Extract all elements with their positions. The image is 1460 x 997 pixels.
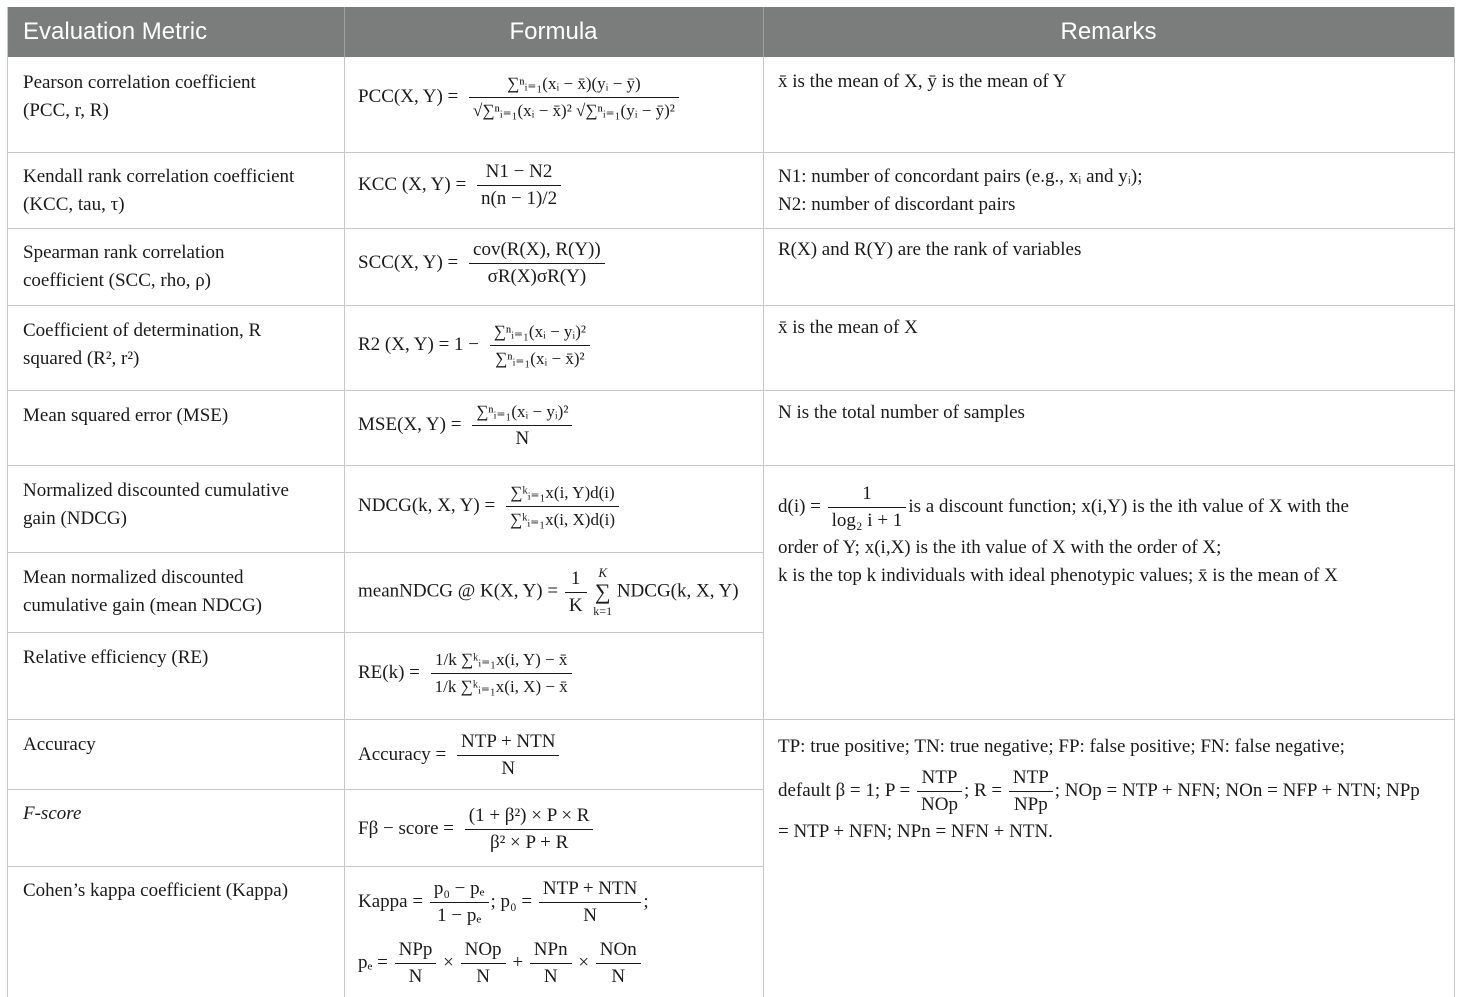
table-row bbox=[23, 69, 333, 125]
formula-fraction bbox=[431, 647, 572, 700]
header-divider bbox=[344, 7, 345, 57]
remark-kcc bbox=[778, 163, 1142, 219]
formula-denominator: β² × P + R bbox=[465, 829, 594, 856]
table-row bbox=[23, 477, 333, 533]
formula-accuracy bbox=[358, 729, 565, 782]
formula-denominator: √∑ⁿᵢ₌₁(xᵢ − x̄)² √∑ⁿᵢ₌₁(yᵢ − ȳ)² bbox=[469, 97, 679, 124]
remark-text: is a discount function; x(i,Y) is the ith value of X with the bbox=[908, 495, 1349, 517]
metric-abbrev: squared (R², r²) bbox=[23, 348, 140, 369]
metric-abbrev: cumulative gain (mean NDCG) bbox=[23, 595, 263, 616]
row-divider bbox=[8, 390, 1454, 391]
formula-kappa-line2 bbox=[358, 937, 643, 990]
formula-r2 bbox=[358, 319, 596, 372]
formula-denominator: N bbox=[472, 425, 572, 452]
formula-fraction bbox=[530, 937, 572, 990]
metric-name: Mean squared error (MSE) bbox=[23, 405, 229, 426]
formula-numerator: NTP + NTN bbox=[461, 731, 556, 752]
remark-denominator: log₂ i + 1 bbox=[828, 507, 907, 534]
remark-fraction bbox=[917, 765, 962, 818]
formula-fraction bbox=[596, 937, 641, 990]
remark-text: d(i) = bbox=[778, 495, 821, 517]
formula-lhs: R2 (X, Y) = 1 − bbox=[358, 333, 479, 355]
formula-fraction bbox=[565, 566, 587, 619]
formula-fraction bbox=[539, 876, 641, 929]
remark-scc: R(X) and R(Y) are the rank of variables bbox=[778, 239, 1082, 260]
formula-numerator: N1 − N2 bbox=[485, 161, 553, 182]
formula-denominator: 1 − pₑ bbox=[430, 902, 489, 929]
row-divider bbox=[8, 632, 763, 633]
metric-name: Coefficient of determination, R bbox=[23, 320, 262, 341]
formula-denominator: N bbox=[530, 963, 572, 990]
metric-abbrev: (PCC, r, R) bbox=[23, 100, 109, 121]
formula-fraction bbox=[465, 803, 594, 856]
remark-ndcg-group bbox=[778, 481, 1349, 590]
formula-lhs: RE(k) = bbox=[358, 661, 420, 683]
formula-numerator: NOp bbox=[464, 939, 502, 960]
remark-line: N1: number of concordant pairs (e.g., xᵢ and yᵢ); bbox=[778, 166, 1143, 187]
formula-denominator: N bbox=[395, 963, 437, 990]
formula-f-score bbox=[358, 803, 599, 856]
table-row bbox=[23, 564, 333, 620]
formula-fraction bbox=[430, 876, 489, 929]
metric-abbrev: gain (NDCG) bbox=[23, 508, 127, 529]
row-divider bbox=[8, 719, 1454, 720]
remark-text: ; NOp = NTP + NFN; NOn = NFP + NTN; NPp bbox=[1054, 779, 1420, 801]
formula-kcc bbox=[358, 159, 567, 212]
summation-operator bbox=[593, 565, 612, 619]
formula-lhs: SCC(X, Y) = bbox=[358, 251, 459, 273]
formula-denominator: N bbox=[596, 963, 641, 990]
row-divider bbox=[8, 305, 1454, 306]
times-operator: × bbox=[443, 951, 459, 973]
formula-mid: ; p₀ = bbox=[490, 890, 533, 912]
remark-fraction bbox=[1009, 765, 1053, 818]
formula-lhs: KCC (X, Y) = bbox=[358, 173, 467, 195]
table-row bbox=[23, 800, 333, 828]
formula-lhs: meanNDCG @ K(X, Y) = bbox=[358, 580, 559, 602]
formula-mse bbox=[358, 399, 578, 452]
remark-line: TP: true positive; TN: true negative; FP: false positive; FN: false negative; bbox=[778, 736, 1345, 757]
metric-name: Pearson correlation coefficient bbox=[23, 72, 256, 93]
formula-lhs: Accuracy = bbox=[358, 743, 447, 765]
formula-denominator: 1/k ∑ᵏᵢ₌₁x(i, X) − x̄ bbox=[431, 673, 572, 700]
table-row bbox=[23, 163, 333, 219]
row-divider bbox=[8, 552, 763, 553]
row-divider bbox=[8, 789, 763, 790]
formula-numerator: NOn bbox=[599, 939, 637, 960]
formula-denominator: n(n − 1)/2 bbox=[477, 185, 561, 212]
remark-line: N2: number of discordant pairs bbox=[778, 194, 1016, 215]
table-row bbox=[23, 731, 333, 759]
formula-fraction bbox=[457, 729, 559, 782]
formula-fraction bbox=[506, 480, 619, 533]
sum-upper-limit: K bbox=[598, 565, 608, 580]
formula-fraction bbox=[469, 71, 679, 124]
metric-name: Relative efficiency (RE) bbox=[23, 647, 209, 668]
formula-denominator: ∑ᵏᵢ₌₁x(i, X)d(i) bbox=[506, 506, 619, 533]
remark-denominator: NOp bbox=[917, 791, 962, 818]
sigma-icon: ∑ bbox=[594, 579, 611, 604]
formula-fraction bbox=[469, 237, 605, 290]
formula-rhs: NDCG(k, X, Y) bbox=[616, 580, 739, 602]
column-divider bbox=[344, 57, 345, 997]
formula-lhs: Fβ − score = bbox=[358, 817, 455, 839]
remark-line: k is the top k individuals with ideal phenotypic values; x̄ is the mean of X bbox=[778, 565, 1338, 586]
remark-line bbox=[778, 481, 1349, 534]
formula-lhs: NDCG(k, X, Y) = bbox=[358, 494, 496, 516]
formula-lhs: pₑ = bbox=[358, 951, 388, 973]
remark-line bbox=[778, 765, 1420, 818]
formula-numerator: ∑ⁿᵢ₌₁(xᵢ − yᵢ)² bbox=[493, 322, 586, 341]
sum-lower-limit: k=1 bbox=[593, 604, 613, 618]
header-evaluation-metric: Evaluation Metric bbox=[23, 18, 208, 45]
metric-name: Kendall rank correlation coefficient bbox=[23, 166, 295, 187]
formula-fraction bbox=[461, 937, 506, 990]
metric-name: F-score bbox=[23, 803, 82, 824]
remark-numerator: NTP bbox=[921, 767, 958, 788]
table-row bbox=[23, 644, 333, 672]
formula-scc bbox=[358, 237, 611, 290]
row-divider bbox=[8, 228, 1454, 229]
metric-name: Spearman rank correlation bbox=[23, 242, 225, 263]
remark-numerator: 1 bbox=[862, 483, 872, 504]
remark-text: ; R = bbox=[963, 779, 1003, 801]
formula-numerator: cov(R(X), R(Y)) bbox=[473, 239, 601, 260]
semicolon: ; bbox=[643, 890, 649, 912]
remark-mse: N is the total number of samples bbox=[778, 402, 1025, 423]
remark-line: = NTP + NFN; NPn = NFN + NTN. bbox=[778, 821, 1053, 842]
formula-lhs: Kappa = bbox=[358, 890, 424, 912]
table-row bbox=[23, 877, 333, 905]
formula-fraction bbox=[395, 937, 437, 990]
formula-lhs: MSE(X, Y) = bbox=[358, 413, 462, 435]
header-divider bbox=[763, 7, 764, 57]
metric-name: Mean normalized discounted bbox=[23, 567, 244, 588]
formula-numerator: ∑ᵏᵢ₌₁x(i, Y)d(i) bbox=[510, 483, 615, 502]
formula-numerator: NPp bbox=[398, 939, 433, 960]
times-operator: × bbox=[578, 951, 594, 973]
formula-denominator: ∑ⁿᵢ₌₁(xᵢ − x̄)² bbox=[490, 345, 590, 372]
metric-name: Normalized discounted cumulative bbox=[23, 480, 289, 501]
formula-re bbox=[358, 647, 578, 700]
formula-fraction bbox=[477, 159, 561, 212]
formula-denominator: K bbox=[565, 592, 587, 619]
remark-numerator: NTP bbox=[1012, 767, 1049, 788]
table-header bbox=[8, 7, 1454, 57]
row-divider bbox=[8, 152, 1454, 153]
metric-abbrev: coefficient (SCC, rho, ρ) bbox=[23, 270, 212, 291]
remark-line: order of Y; x(i,X) is the ith value of X with the order of X; bbox=[778, 537, 1222, 558]
remark-text: default β = 1; P = bbox=[778, 779, 911, 801]
formula-denominator: N bbox=[461, 963, 506, 990]
metric-abbrev: (KCC, tau, τ) bbox=[23, 194, 125, 215]
formula-denominator: σR(X)σR(Y) bbox=[469, 263, 605, 290]
formula-denominator: N bbox=[457, 755, 559, 782]
row-divider bbox=[8, 866, 763, 867]
formula-numerator: 1 bbox=[570, 567, 581, 589]
formula-ndcg bbox=[358, 480, 625, 533]
remark-denominator: NPp bbox=[1009, 791, 1053, 818]
remark-classification-group bbox=[778, 733, 1420, 846]
formula-numerator: 1/k ∑ᵏᵢ₌₁x(i, Y) − x̄ bbox=[434, 650, 568, 669]
row-divider bbox=[8, 465, 1454, 466]
formula-numerator: p₀ − pₑ bbox=[433, 878, 485, 899]
remark-pcc: x̄ is the mean of X, ȳ is the mean of Y bbox=[778, 71, 1067, 92]
formula-numerator: (1 + β²) × P × R bbox=[468, 805, 590, 826]
metric-name: Accuracy bbox=[23, 734, 96, 755]
table-row bbox=[23, 239, 333, 295]
column-divider bbox=[763, 57, 764, 997]
formula-denominator: N bbox=[539, 902, 641, 929]
formula-numerator: ∑ⁿᵢ₌₁(xᵢ − yᵢ)² bbox=[476, 402, 569, 421]
table-row bbox=[23, 317, 333, 373]
table-row bbox=[23, 402, 333, 430]
formula-lhs: PCC(X, Y) = bbox=[358, 85, 459, 107]
formula-fraction bbox=[472, 399, 572, 452]
formula-numerator: ∑ⁿᵢ₌₁(xᵢ − x̄)(yᵢ − ȳ) bbox=[507, 74, 641, 93]
remark-fraction bbox=[828, 481, 907, 534]
formula-kappa-line1 bbox=[358, 876, 649, 929]
formula-mean-ndcg bbox=[358, 565, 739, 619]
formula-fraction bbox=[490, 319, 590, 372]
formula-numerator: NTP + NTN bbox=[542, 878, 638, 899]
header-remarks: Remarks bbox=[1060, 18, 1157, 45]
metrics-table bbox=[7, 7, 1455, 997]
plus-operator: + bbox=[512, 951, 528, 973]
header-formula: Formula bbox=[509, 18, 598, 45]
metric-name: Cohen’s kappa coefficient (Kappa) bbox=[23, 880, 289, 901]
remark-r2: x̄ is the mean of X bbox=[778, 317, 918, 338]
formula-numerator: NPn bbox=[533, 939, 568, 960]
formula-pcc bbox=[358, 71, 685, 124]
